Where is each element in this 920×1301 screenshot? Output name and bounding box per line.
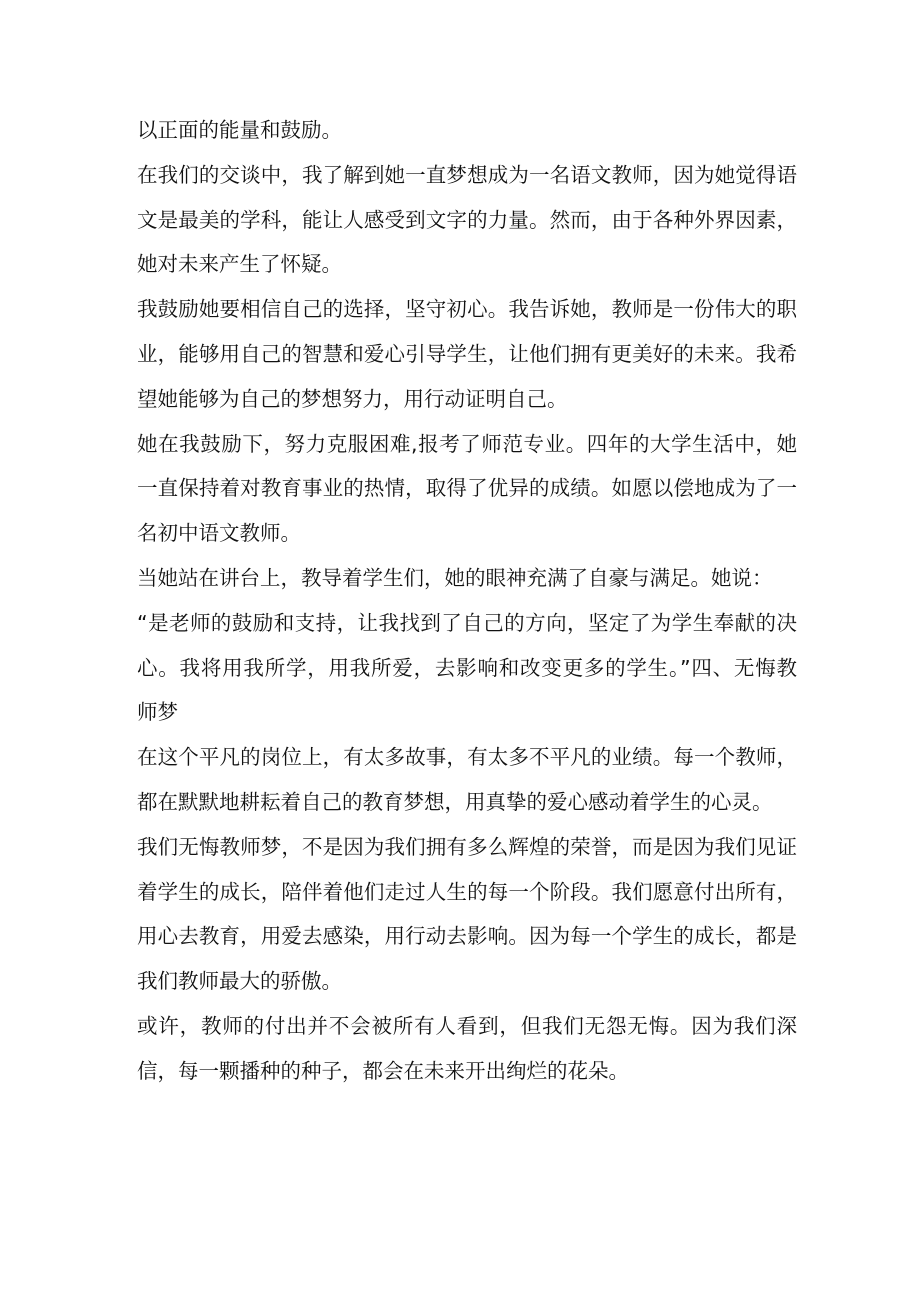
text-line: 当她站在讲台上，教导着学生们，她的眼神充满了自豪与满足。她说： [137,565,773,590]
paragraph-2 [137,153,797,287]
section-heading-line: 师梦 [137,700,178,725]
text-line: 业，能够用自己的智慧和爱心引导学生，让他们拥有更美好的未来。我希 [137,341,797,366]
text-line: 或许，教师的付出并不会被所有人看到，但我们无怨无悔。因为我们深 [137,1013,797,1038]
paragraph-7 [137,825,797,1004]
text-line: 着学生的成长，陪伴着他们走过人生的每一个阶段。我们愿意付出所有， [137,879,797,904]
text-line: 一直保持着对教育事业的热情，取得了优异的成绩。如愿以偿地成为了一 [137,476,797,501]
paragraph-5 [137,556,797,735]
text-line: 在我们的交谈中，我了解到她一直梦想成为一名语文教师，因为她觉得语 [137,162,797,187]
text-line: 她对未来产生了怀疑。 [137,252,342,277]
text-line: 她在我鼓励下，努力克服困难,报考了师范专业。四年的大学生活中，她 [137,431,797,456]
text-line: 文是最美的学科，能让人感受到文字的力量。然而，由于各种外界因素， [137,207,797,232]
paragraph-4 [137,422,797,556]
text-line: 我们无悔教师梦，不是因为我们拥有多么辉煌的荣誉，而是因为我们见证 [137,834,797,859]
text-line: “是老师的鼓励和支持，让我找到了自己的方向，坚定了为学生奉献的决 [137,610,797,635]
text-line: 心。我将用我所学，用我所爱，去影响和改变更多的学生。”四、无悔教 [137,655,797,680]
paragraph-3 [137,287,797,421]
text-line: 都在默默地耕耘着自己的教育梦想，用真挚的爱心感动着学生的心灵。 [137,789,773,814]
text-line: 我鼓励她要相信自己的选择，坚守初心。我告诉她，教师是一份伟大的职 [137,297,797,322]
text-line: 我们教师最大的骄傲。 [137,969,342,994]
paragraph-6 [137,735,797,825]
paragraph-8 [137,1004,797,1094]
text-line: 在这个平凡的岗位上，有太多故事，有太多不平凡的业绩。每一个教师， [137,745,797,770]
text-line: 名初中语文教师。 [137,521,301,546]
text-line: 用心去教育，用爱去感染，用行动去影响。因为每一个学生的成长，都是 [137,924,797,949]
document-body [137,108,797,1094]
text-line: 以正面的能量和鼓励。 [137,118,342,142]
paragraph-1 [137,108,797,153]
text-line: 望她能够为自己的梦想努力，用行动证明自己。 [137,386,568,411]
text-line: 信，每一颗播种的种子，都会在未来开出绚烂的花朵。 [137,1058,629,1083]
